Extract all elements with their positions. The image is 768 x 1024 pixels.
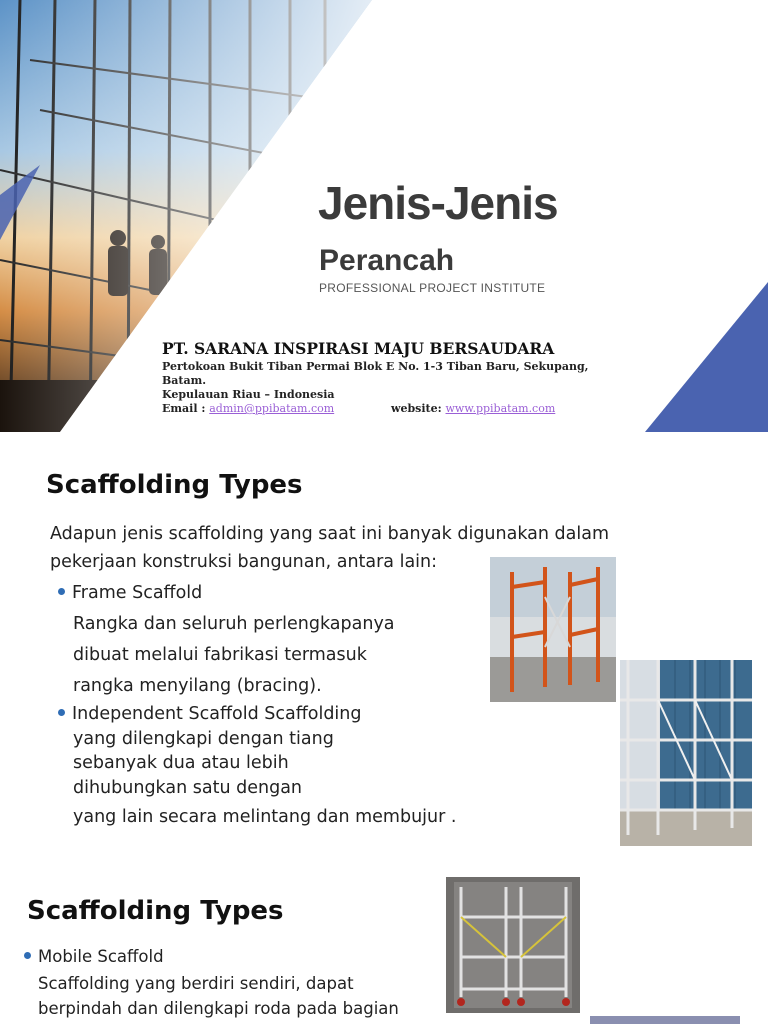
company-name: PT. SARANA INSPIRASI MAJU BERSAUDARA [162, 339, 555, 358]
frame-desc-line-1: Rangka dan seluruh perlengkapanya [73, 614, 395, 634]
independent-desc-line-3: dihubungkan satu dengan [73, 778, 303, 798]
independent-desc-line-2: sebanyak dua atau lebih [73, 753, 289, 773]
intro-line-2: pekerjaan konstruksi bangunan, antara lain: [50, 552, 438, 572]
scaffolding-types-slide-1 [0, 440, 768, 872]
independent-desc-line-4: yang lain secara melintang dan membujur . [73, 807, 457, 827]
bullet-icon [24, 952, 31, 959]
bullet-independent-scaffold [58, 704, 362, 724]
bullet-frame-scaffold [58, 583, 202, 603]
bullet-icon [58, 709, 65, 716]
frame-desc-line-3: rangka menyilang (bracing). [73, 676, 322, 696]
email-link[interactable]: admin@ppibatam.com [209, 402, 335, 415]
mobile-scaffold-photo [446, 877, 580, 1013]
address-line-1: Pertokoan Bukit Tiban Permai Blok E No. 1-3 Tiban Baru, Sekupang, Batam. [162, 360, 589, 387]
company-address [162, 360, 592, 402]
slide-title: Scaffolding Types [46, 470, 303, 500]
additional-scaffold-photo [590, 1016, 740, 1024]
website-row [391, 402, 555, 415]
website-label: website: [391, 402, 446, 415]
scaffolding-types-slide-2 [0, 872, 768, 1024]
frame-scaffold-photo [490, 557, 616, 702]
independent-scaffold-title: Independent Scaffold Scaffolding [72, 704, 362, 724]
website-link[interactable]: www.ppibatam.com [445, 402, 556, 415]
address-line-2: Kepulauan Riau – Indonesia [162, 388, 335, 401]
frame-scaffold-title: Frame Scaffold [72, 583, 203, 603]
intro-line-1: Adapun jenis scaffolding yang saat ini banyak digunakan dalam [50, 524, 610, 544]
cover-subtitle: Perancah [319, 244, 455, 277]
email-label: Email : [162, 402, 210, 415]
bullet-mobile-scaffold [24, 947, 164, 966]
mobile-scaffold-title: Mobile Scaffold [38, 947, 164, 966]
institute-name: PROFESSIONAL PROJECT INSTITUTE [319, 281, 546, 295]
mobile-desc-line-1: Scaffolding yang berdiri sendiri, dapat [38, 974, 354, 993]
independent-scaffold-photo [620, 660, 752, 846]
slide-title: Scaffolding Types [27, 896, 284, 926]
independent-desc-line-1: yang dilengkapi dengan tiang [73, 729, 334, 749]
bullet-icon [58, 588, 65, 595]
frame-desc-line-2: dibuat melalui fabrikasi termasuk [73, 645, 367, 665]
mobile-desc-line-2: berpindah dan dilengkapi roda pada bagian [38, 999, 399, 1018]
email-row [162, 402, 334, 415]
cover-title: Jenis-Jenis [318, 177, 558, 229]
cover-slide [0, 0, 768, 432]
